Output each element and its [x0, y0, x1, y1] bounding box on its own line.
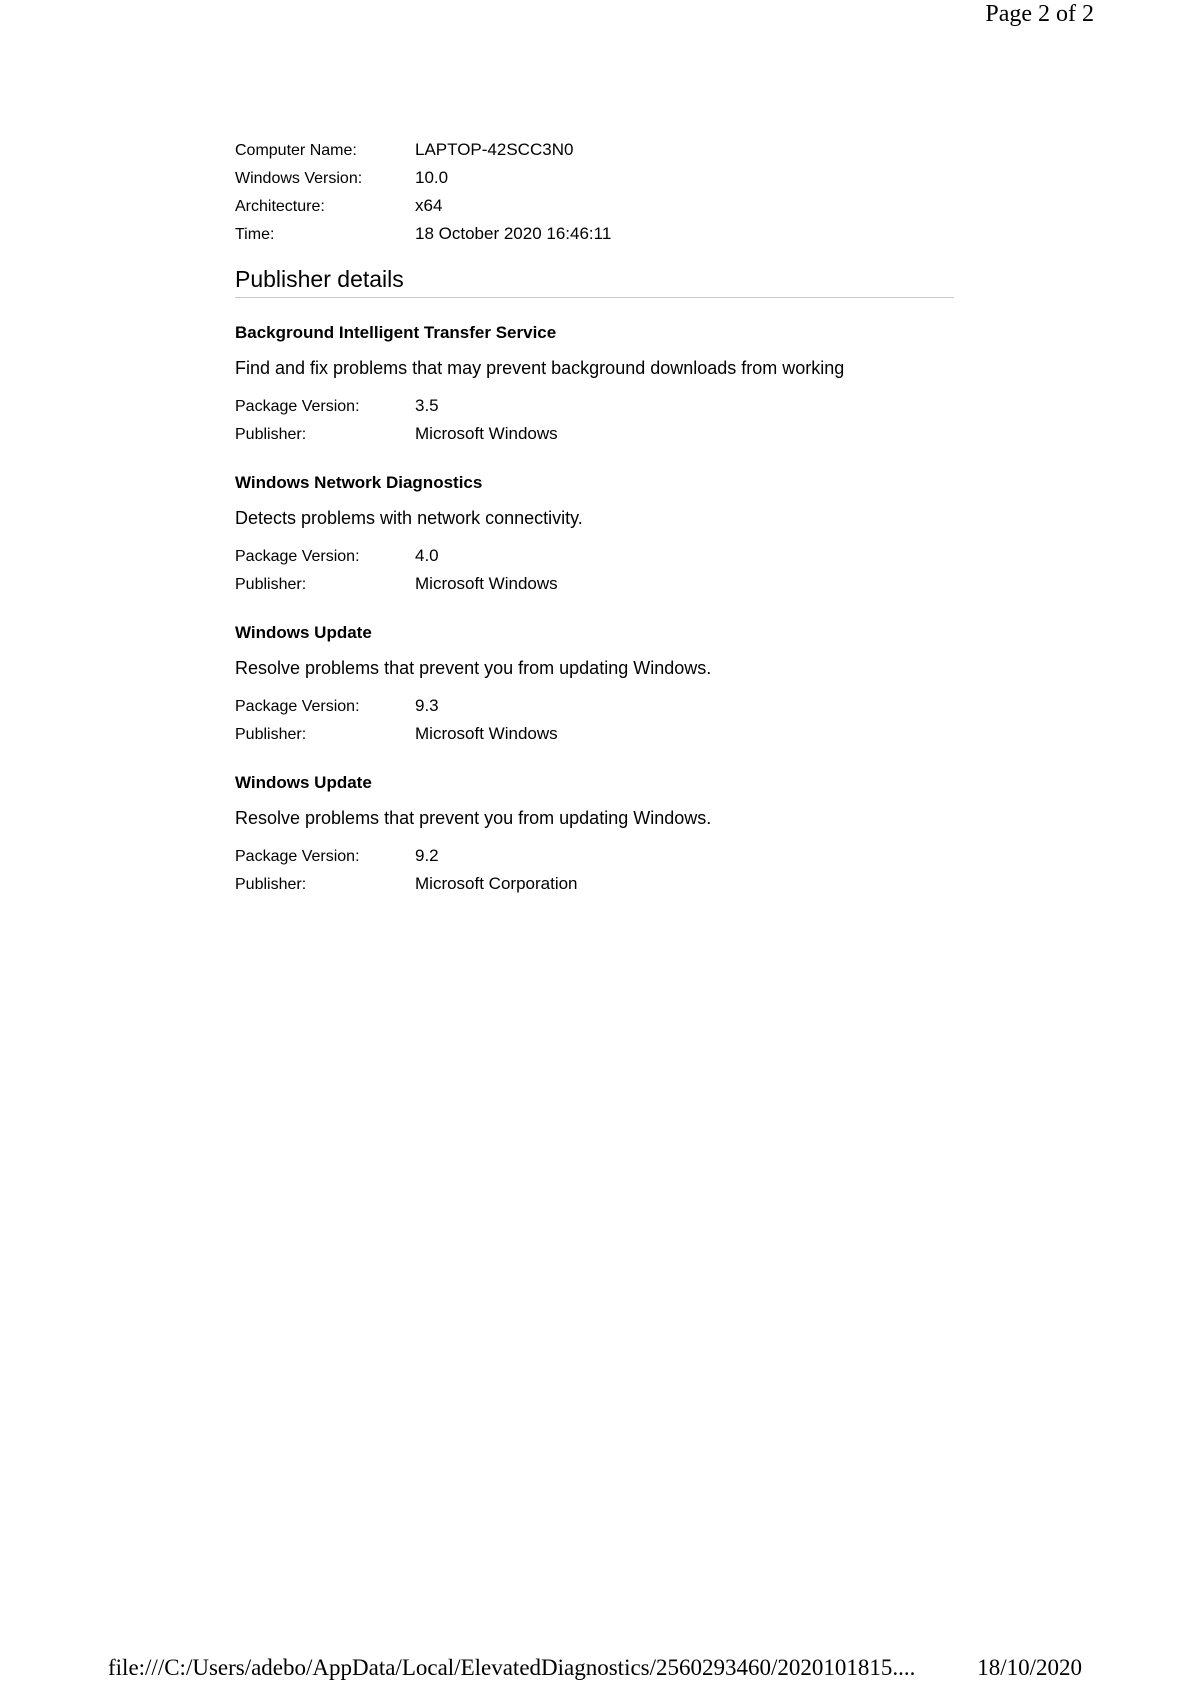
report-content — [235, 136, 955, 898]
footer-file-path: file:///C:/Users/adebo/AppData/Local/ElevatedDiagnostics/2560293460/2020101815.... — [108, 1655, 916, 1680]
publisher-value: Microsoft Windows — [415, 574, 558, 593]
time-value: 18 October 2020 16:46:11 — [415, 224, 612, 243]
windows-version-value: 10.0 — [415, 168, 449, 187]
publisher-item-description: Find and fix problems that may prevent background downloads from working — [235, 358, 845, 378]
package-version-value: 4.0 — [415, 546, 439, 565]
publisher-label: Publisher: — [235, 876, 307, 893]
publisher-label: Publisher: — [235, 576, 307, 593]
package-version-value: 3.5 — [415, 396, 439, 415]
package-version-label: Package Version: — [235, 698, 360, 715]
publisher-value: Microsoft Corporation — [415, 874, 578, 893]
package-version-label: Package Version: — [235, 848, 360, 865]
publisher-item-name: Windows Update — [235, 623, 372, 642]
system-info-table — [235, 136, 955, 248]
windows-version-label: Windows Version: — [235, 170, 363, 187]
publisher-value: Microsoft Windows — [415, 724, 558, 743]
publisher-item-name: Windows Update — [235, 773, 372, 792]
page-footer — [108, 1654, 1082, 1682]
computer-name-label: Computer Name: — [235, 142, 357, 159]
publisher-value: Microsoft Windows — [415, 424, 558, 443]
publisher-label: Publisher: — [235, 726, 307, 743]
publisher-item — [235, 321, 955, 448]
publisher-item — [235, 771, 955, 898]
publisher-item-details — [235, 392, 955, 448]
publisher-item — [235, 471, 955, 598]
publisher-item-details — [235, 542, 955, 598]
package-version-label: Package Version: — [235, 548, 360, 565]
architecture-label: Architecture: — [235, 198, 325, 215]
package-version-value: 9.3 — [415, 696, 439, 715]
publisher-item-description: Resolve problems that prevent you from updating Windows. — [235, 808, 712, 828]
time-label: Time: — [235, 226, 275, 243]
publisher-item-description: Detects problems with network connectivity. — [235, 508, 583, 528]
publisher-item — [235, 621, 955, 748]
package-version-label: Package Version: — [235, 398, 360, 415]
publisher-item-details — [235, 842, 955, 898]
publisher-item-description: Resolve problems that prevent you from updating Windows. — [235, 658, 712, 678]
publisher-details-heading: Publisher details — [235, 264, 954, 298]
publisher-item-name: Background Intelligent Transfer Service — [235, 323, 557, 342]
publisher-label: Publisher: — [235, 426, 307, 443]
architecture-value: x64 — [415, 196, 443, 215]
page-number: Page 2 of 2 — [985, 1, 1094, 27]
package-version-value: 9.2 — [415, 846, 439, 865]
publisher-item-details — [235, 692, 955, 748]
footer-date: 18/10/2020 — [977, 1655, 1082, 1680]
publisher-item-name: Windows Network Diagnostics — [235, 473, 483, 492]
computer-name-value: LAPTOP-42SCC3N0 — [415, 140, 574, 159]
